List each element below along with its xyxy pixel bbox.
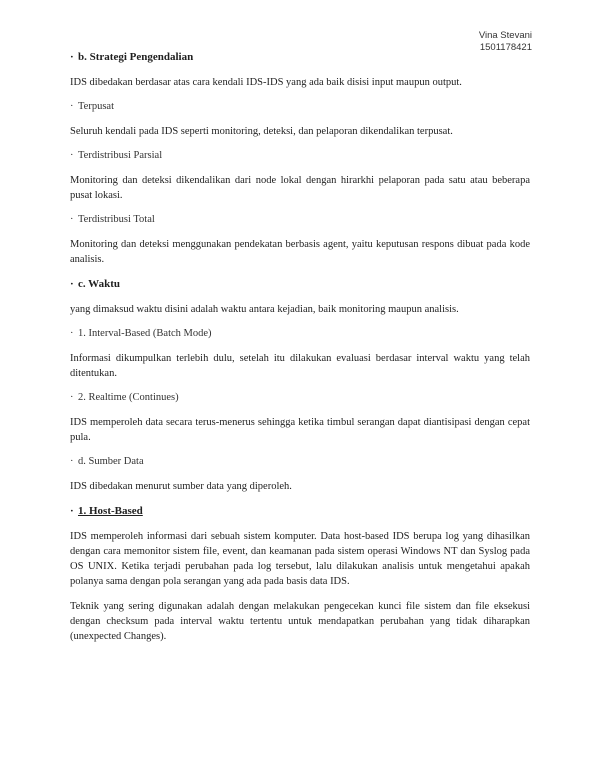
paragraph-sumber-data: IDS dibedakan menurut sumber data yang diperoleh.	[70, 481, 292, 492]
bullet-mark: ·	[70, 456, 74, 467]
bullet-mark: ·	[70, 505, 74, 517]
heading-waktu: · c. Waktu	[70, 278, 120, 290]
item-total: · Terdistribusi Total	[70, 214, 155, 225]
bullet-mark: ·	[70, 101, 74, 112]
paragraph-parsial: Monitoring dan deteksi dikendalikan dari node lokal dengan hirarkhi pelaporan pada satu atau beberapa pusat lokasi.	[70, 175, 530, 201]
paragraph-strategi-intro: IDS dibedakan berdasar atas cara kendali IDS-IDS yang ada baik disisi input maupun output.	[70, 77, 462, 88]
paragraph-host-1: IDS memperoleh informasi dari sebuah sistem komputer. Data host-based IDS berupa log yang dihasilkan dengan cara memonitor sistem file, event, dan keamanan pada sistem operasi Windows NT dan Syslog pada OS UNIX. Ketika terjadi perubahan pada log tersebut, lalu dilakukan analisis untuk mengetahui apakah polanya sama dengan pola serangan yang ada pada basis data IDS.	[70, 531, 530, 587]
bullet-mark: ·	[70, 328, 74, 339]
paragraph-host-2: Teknik yang sering digunakan adalah dengan melakukan pengecekan kunci file sistem dan file eksekusi dengan checksum pada interval waktu tertentu untuk mendapatkan perubahan yang tidak diharapkan (unexpected Changes).	[70, 601, 530, 642]
document-body	[70, 50, 530, 644]
author-id: 1501178421	[479, 42, 532, 53]
item-parsial: · Terdistribusi Parsial	[70, 150, 163, 161]
paragraph-realtime: IDS memperoleh data secara terus-menerus sehingga ketika timbul serangan dapat diantisipasi dengan cepat pula.	[70, 417, 530, 443]
bullet-mark: ·	[70, 51, 74, 63]
paragraph-waktu-intro: yang dimaksud waktu disini adalah waktu antara kejadian, baik monitoring maupun analisis.	[70, 304, 459, 315]
heading-strategi: · b. Strategi Pengendalian	[70, 51, 194, 63]
heading-host-based: · 1. Host-Based	[70, 505, 143, 517]
item-sumber-data: · d. Sumber Data	[70, 456, 144, 467]
author-name: Vina Stevani	[478, 30, 532, 41]
paragraph-terpusat: Seluruh kendali pada IDS seperti monitoring, deteksi, dan pelaporan dikendalikan terpusat.	[70, 126, 453, 137]
bullet-mark: ·	[70, 278, 74, 290]
item-realtime: · 2. Realtime (Continues)	[70, 392, 179, 403]
item-terpusat: · Terpusat	[70, 101, 115, 112]
item-interval: · 1. Interval-Based (Batch Mode)	[70, 328, 212, 339]
bullet-mark: ·	[70, 150, 74, 161]
paragraph-interval: Informasi dikumpulkan terlebih dulu, setelah itu dilakukan evaluasi berdasar interval waktu yang telah ditentukan.	[70, 353, 530, 379]
bullet-mark: ·	[70, 214, 74, 225]
paragraph-total: Monitoring dan deteksi menggunakan pendekatan berbasis agent, yaitu keputusan respons dibuat pada kode analisis.	[70, 239, 530, 265]
bullet-mark: ·	[70, 392, 74, 403]
